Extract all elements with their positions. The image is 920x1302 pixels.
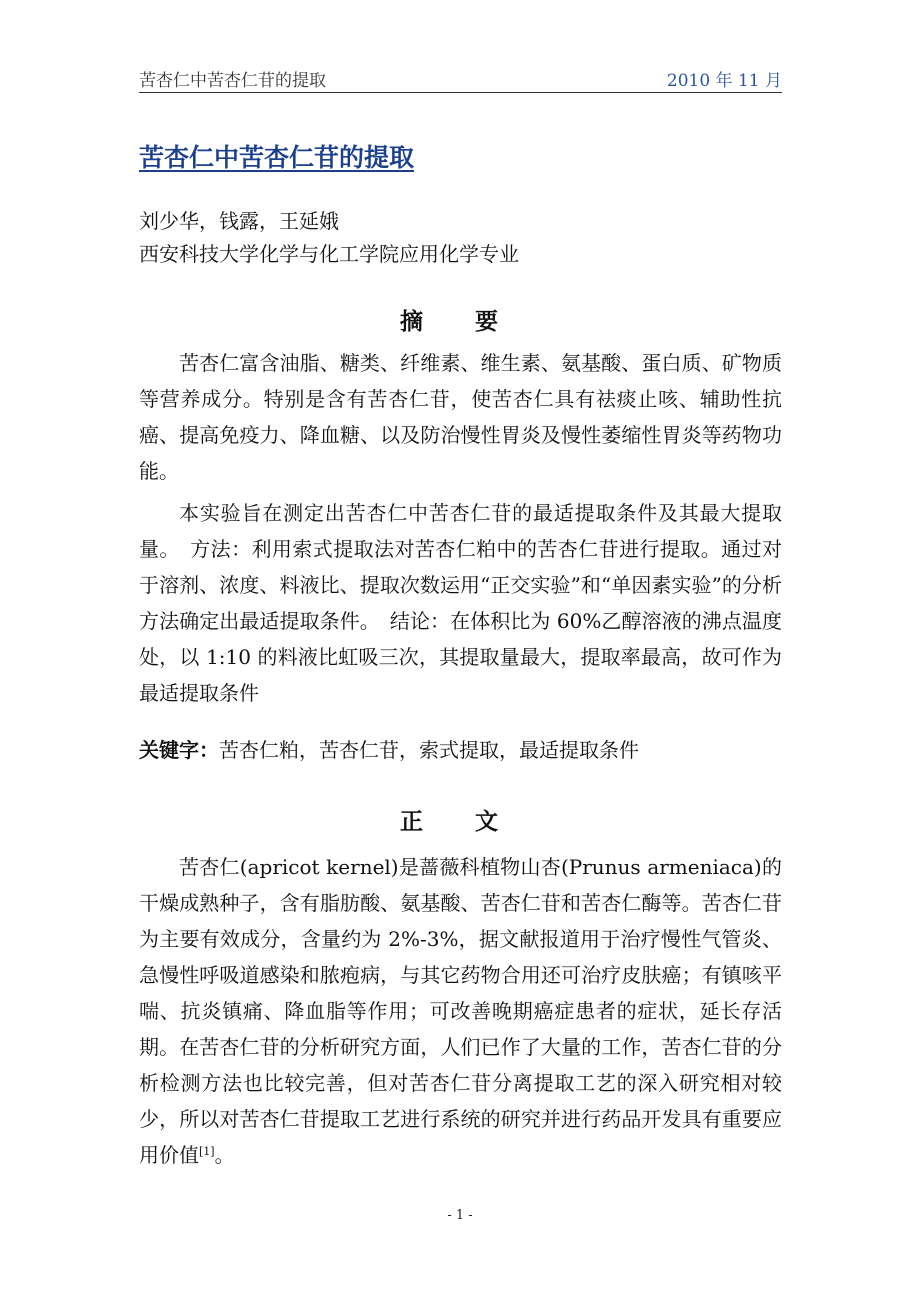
citation-ref[interactable]: [1]: [199, 1145, 215, 1158]
body-paragraph-end: 。: [214, 1143, 235, 1167]
body-heading: 正 文: [399, 808, 520, 835]
keywords-text: 苦杏仁粕，苦杏仁苷，索式提取，最适提取条件: [219, 738, 639, 762]
keywords: [139, 734, 639, 763]
header-date: 2010 年 11 月: [666, 71, 782, 91]
page-number: - 1 -: [447, 1208, 473, 1223]
document-title: 苦杏仁中苦杏仁苷的提取: [139, 143, 415, 172]
abstract-heading: 摘 要: [399, 308, 520, 335]
page-header: [139, 62, 782, 93]
keywords-label: 关键字：: [139, 738, 219, 762]
authors: 刘少华，钱露，王延娥: [139, 209, 339, 233]
abstract-paragraph-1: 苦杏仁富含油脂、糖类、纤维素、维生素、氨基酸、蛋白质、矿物质等营养成分。特别是含有苦杏仁苷，使苦杏仁具有祛痰止咳、辅助性抗癌、提高免疫力、降血糖、以及防治慢性胃炎及慢性萎缩性胃炎等药物功能。: [139, 351, 782, 483]
header-title: 苦杏仁中苦杏仁苷的提取: [139, 71, 326, 91]
body-paragraph-text: 苦杏仁(apricot kernel)是蔷薇科植物山杏(Prunus armeniaca)的干燥成熟种子，含有脂肪酸、氨基酸、苦杏仁苷和苦杏仁酶等。苦杏仁苷为主要有效成分，含量约为 2%-3%，据文献报道用于治疗慢性气管炎、急慢性呼吸道感染和脓疱病，与其它药物合用还可治疗皮肤癌；有镇咳平喘、抗炎镇痛、降血脂等作用；可改善晚期癌症患者的症状，延长存活期。在苦杏仁苷的分析研究方面，人们已作了大量的工作，苦杏仁苷的分析检测方法也比较完善，但对苦杏仁苷分离提取工艺的深入研究相对较少，所以对苦杏仁苷提取工艺进行系统的研究并进行药品开发具有重要应用价值: [139, 855, 782, 1167]
affiliation: 西安科技大学化学与化工学院应用化学专业: [139, 242, 519, 266]
abstract-paragraph-2: 本实验旨在测定出苦杏仁中苦杏仁苷的最适提取条件及其最大提取量。 方法：利用索式提取法对苦杏仁粕中的苦杏仁苷进行提取。通过对于溶剂、浓度、料液比、提取次数运用“正交实验”和“单因素实验”的分析方法确定出最适提取条件。 结论：在体积比为 60%乙醇溶液的沸点温度处，以 1:10 的料液比虹吸三次，其提取量最大，提取率最高，故可作为最适提取条件: [139, 501, 782, 705]
body-paragraph-1: [139, 849, 782, 1173]
